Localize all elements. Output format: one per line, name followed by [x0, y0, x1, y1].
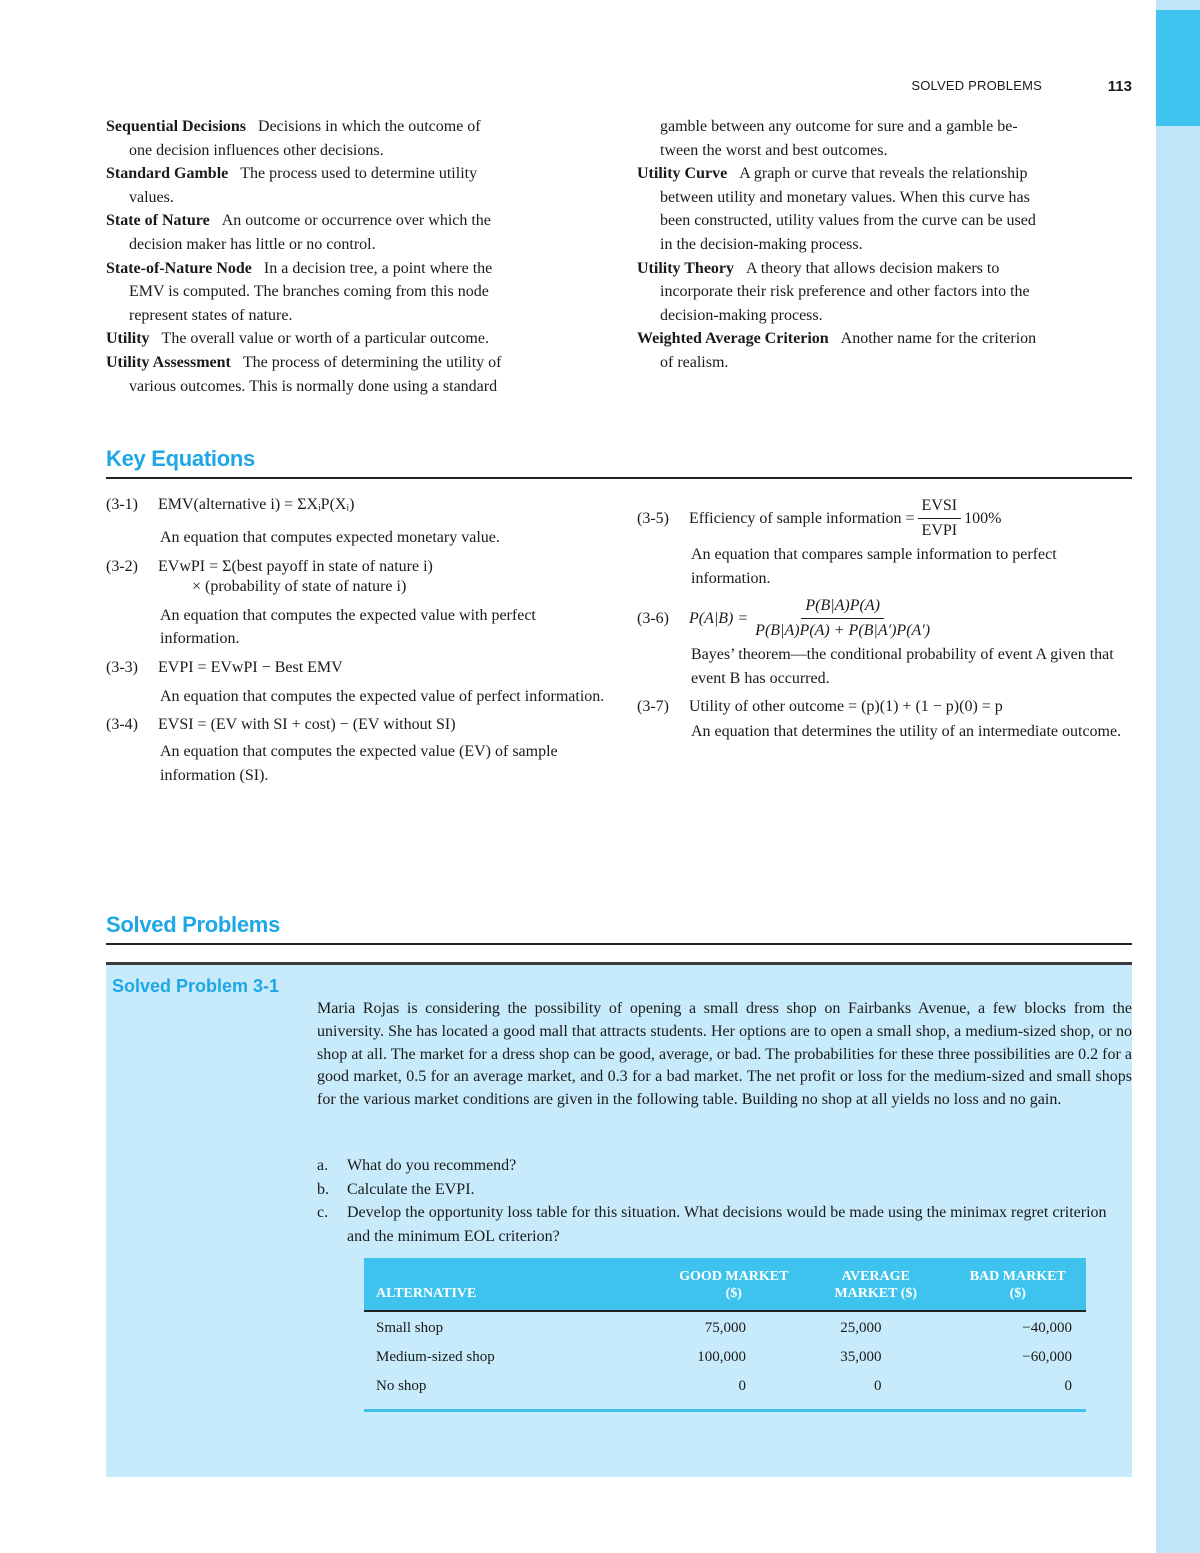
glossary-term: State of Nature — [106, 212, 210, 230]
equation-number: (3-3) — [106, 658, 138, 676]
payoff-table — [364, 1258, 1086, 1412]
glossary-continuation: gamble between any outcome for sure and a gamble be- — [660, 118, 1018, 135]
question-label: a. — [317, 1157, 329, 1174]
glossary-entry — [637, 162, 1132, 186]
glossary-term: Sequential Decisions — [106, 118, 247, 135]
glossary-definition: In a decision tree, a point where the — [263, 259, 493, 277]
running-title: SOLVED PROBLEMS — [911, 78, 1042, 93]
equation-3-4 — [106, 716, 606, 787]
fraction-denominator: EVPI — [921, 522, 958, 539]
fraction-numerator: EVSI — [918, 496, 962, 519]
table-row — [364, 1341, 1086, 1370]
solved-problems-rule — [106, 943, 1132, 945]
glossary-term: Utility Assessment — [106, 353, 231, 371]
equation-description: An equation that computes the expected value with perfect information. — [160, 606, 536, 647]
fraction-numerator: P(B|A)P(A) — [801, 596, 884, 619]
equation-3-3 — [106, 659, 606, 709]
glossary-definition: A graph or curve that reveals the relationship — [739, 165, 1028, 183]
page-edge-strip — [1156, 0, 1200, 1553]
equation-3-2 — [106, 558, 606, 651]
bad-market-cell: −60,000 — [1022, 1349, 1072, 1365]
glossary-entry — [106, 115, 604, 139]
glossary-continuation: decision maker has little or no control. — [129, 235, 376, 253]
glossary-term: State-of-Nature Node — [106, 259, 252, 277]
equation-3-1 — [106, 496, 606, 550]
glossary-entry — [106, 209, 604, 233]
equations-right-column — [637, 496, 1134, 744]
equation-number: (3-2) — [106, 557, 138, 575]
glossary-continuation: decision-making process. — [660, 306, 823, 324]
equation-fraction — [918, 496, 962, 541]
equation-formula: EVSI = (EV with SI + cost) − (EV without SI) — [158, 716, 456, 733]
question-label: c. — [317, 1204, 329, 1222]
glossary-entry — [637, 257, 1132, 281]
glossary-entry — [106, 327, 604, 351]
question-text: Calculate the EVPI. — [347, 1180, 475, 1198]
glossary-continuation: of realism. — [660, 353, 729, 371]
column-header-average-market: AVERAGE MARKET ($) — [802, 1258, 949, 1311]
glossary-continuation: between utility and monetary values. When this curve has — [660, 188, 1030, 206]
fraction-denominator: P(B|A)P(A) + P(B|A′)P(A′) — [755, 622, 931, 639]
glossary-left-column — [106, 115, 604, 398]
equations-left-column — [106, 496, 606, 787]
glossary-entry — [106, 162, 604, 186]
equation-description: An equation that computes expected monetary value. — [160, 529, 500, 546]
glossary-definition: Decisions in which the outcome of — [258, 118, 481, 135]
solved-problem-questions — [317, 1154, 1132, 1248]
good-market-cell: 0 — [666, 1370, 802, 1411]
equation-description: An equation that computes the expected value of perfect information. — [160, 687, 605, 705]
glossary-definition: An outcome or occurrence over which the — [221, 212, 491, 230]
equation-3-6 — [637, 596, 1134, 690]
equation-3-7 — [637, 698, 1134, 744]
glossary-right-column — [637, 115, 1132, 375]
equation-lhs: Efficiency of sample information = — [689, 509, 915, 527]
question-text: Develop the opportunity loss table for this situation. What decisions would be made using the minimax regret criterion and the minimum EOL criterion? — [347, 1204, 1107, 1245]
equation-description: An equation that compares sample information to perfect information. — [691, 546, 1057, 587]
glossary-entry — [106, 351, 604, 375]
column-header-good-market: GOOD MARKET ($) — [666, 1258, 802, 1311]
glossary-continuation: incorporate their risk preference and other factors into the — [660, 283, 1030, 301]
equation-formula: Utility of other outcome = (p)(1) + (1 − p)(0) = p — [689, 698, 1003, 715]
equation-description: An equation that computes the expected value (EV) of sample information (SI). — [160, 743, 558, 784]
chapter-tab — [1156, 10, 1200, 126]
equation-formula: EVPI = EVwPI − Best EMV — [158, 658, 343, 676]
average-market-cell: 25,000 — [840, 1320, 882, 1336]
equation-formula-line2: × (probability of state of nature i) — [192, 577, 407, 595]
column-header-alternative: ALTERNATIVE — [364, 1258, 666, 1311]
equation-lhs: P(A|B) = — [689, 609, 749, 627]
equation-description: An equation that determines the utility of an intermediate outcome. — [691, 723, 1122, 740]
page-number: 113 — [1107, 78, 1132, 95]
glossary-term: Weighted Average Criterion — [637, 330, 829, 348]
equation-description: Bayes’ theorem—the conditional probability of event A given that event B has occurred. — [691, 646, 1114, 687]
bad-market-cell: 0 — [950, 1370, 1087, 1411]
question-label: b. — [317, 1180, 329, 1198]
glossary-definition: Another name for the criterion — [840, 330, 1037, 348]
question-item — [317, 1178, 1132, 1202]
glossary-continuation: EMV is computed. The branches coming from this node — [129, 283, 489, 301]
average-market-cell: 0 — [802, 1370, 949, 1411]
equation-formula: EVwPI = Σ(best payoff in state of nature i) — [158, 557, 433, 575]
glossary-continuation: in the decision-making process. — [660, 235, 863, 253]
alternative-cell: No shop — [364, 1370, 666, 1411]
glossary-term: Utility Theory — [637, 259, 735, 277]
glossary-definition: A theory that allows decision makers to — [746, 259, 1000, 277]
solved-problem-title: Solved Problem 3-1 — [112, 976, 280, 996]
glossary-continuation: values. — [129, 188, 174, 206]
alternative-cell: Medium-sized shop — [376, 1349, 495, 1365]
question-item — [317, 1154, 1132, 1178]
column-header-bad-market: BAD MARKET ($) — [950, 1258, 1087, 1311]
equation-formula: EMV(alternative i) = ΣXᵢP(Xᵢ) — [158, 496, 355, 513]
equation-number: (3-5) — [637, 509, 669, 527]
bad-market-cell: −40,000 — [1022, 1320, 1072, 1336]
glossary-entry — [637, 327, 1132, 351]
equation-number: (3-7) — [637, 698, 669, 715]
glossary-definition: The overall value or worth of a particular outcome. — [161, 330, 489, 348]
key-equations-rule — [106, 477, 1132, 479]
equation-number: (3-4) — [106, 716, 138, 733]
glossary-term: Standard Gamble — [106, 165, 229, 183]
glossary-continuation: tween the worst and best outcomes. — [660, 141, 888, 159]
glossary-term: Utility — [106, 330, 150, 348]
glossary-continuation: one decision influences other decisions. — [129, 141, 384, 159]
table-row — [364, 1311, 1086, 1341]
glossary-continuation: various outcomes. This is normally done using a standard — [129, 377, 498, 395]
alternative-cell: Small shop — [376, 1320, 444, 1336]
solved-problem-text: Maria Rojas is considering the possibility of opening a small dress shop on Fairbanks Avenue, a few blocks from the university. She has located a good mall that attracts students. Her options are to open a small shop, a medium-sized shop, or no shop at all. The market for a dress shop can be good, average, or bad. The probabilities for these three possibilities are 0.2 for a good market, 0.5 for an average market, and 0.3 for a bad market. The net profit or loss for the medium-sized and small shops for the various market conditions are given in the following table. Building no shop at all yields no loss and no gain. — [317, 1000, 1132, 1109]
equation-fraction — [751, 596, 934, 641]
glossary-term: Utility Curve — [637, 165, 728, 183]
question-item — [317, 1201, 1132, 1248]
good-market-cell: 75,000 — [704, 1320, 747, 1336]
equation-number: (3-1) — [106, 496, 138, 513]
equation-3-5 — [637, 496, 1134, 590]
question-text: What do you recommend? — [347, 1157, 517, 1174]
table-header-row — [364, 1258, 1086, 1311]
equation-number: (3-6) — [637, 609, 669, 627]
equation-rhs: 100% — [964, 509, 1002, 527]
glossary-continuation: been constructed, utility values from the curve can be used — [660, 212, 1036, 230]
average-market-cell: 35,000 — [840, 1349, 882, 1365]
key-equations-heading: Key Equations — [106, 446, 255, 471]
table-row — [364, 1370, 1086, 1411]
glossary-continuation: represent states of nature. — [129, 306, 293, 324]
running-head — [880, 78, 1132, 98]
good-market-cell: 100,000 — [697, 1349, 747, 1365]
glossary-definition: The process of determining the utility of — [242, 353, 502, 371]
solved-problems-heading: Solved Problems — [106, 912, 281, 937]
glossary-entry — [106, 257, 604, 281]
glossary-definition: The process used to determine utility — [240, 165, 478, 183]
